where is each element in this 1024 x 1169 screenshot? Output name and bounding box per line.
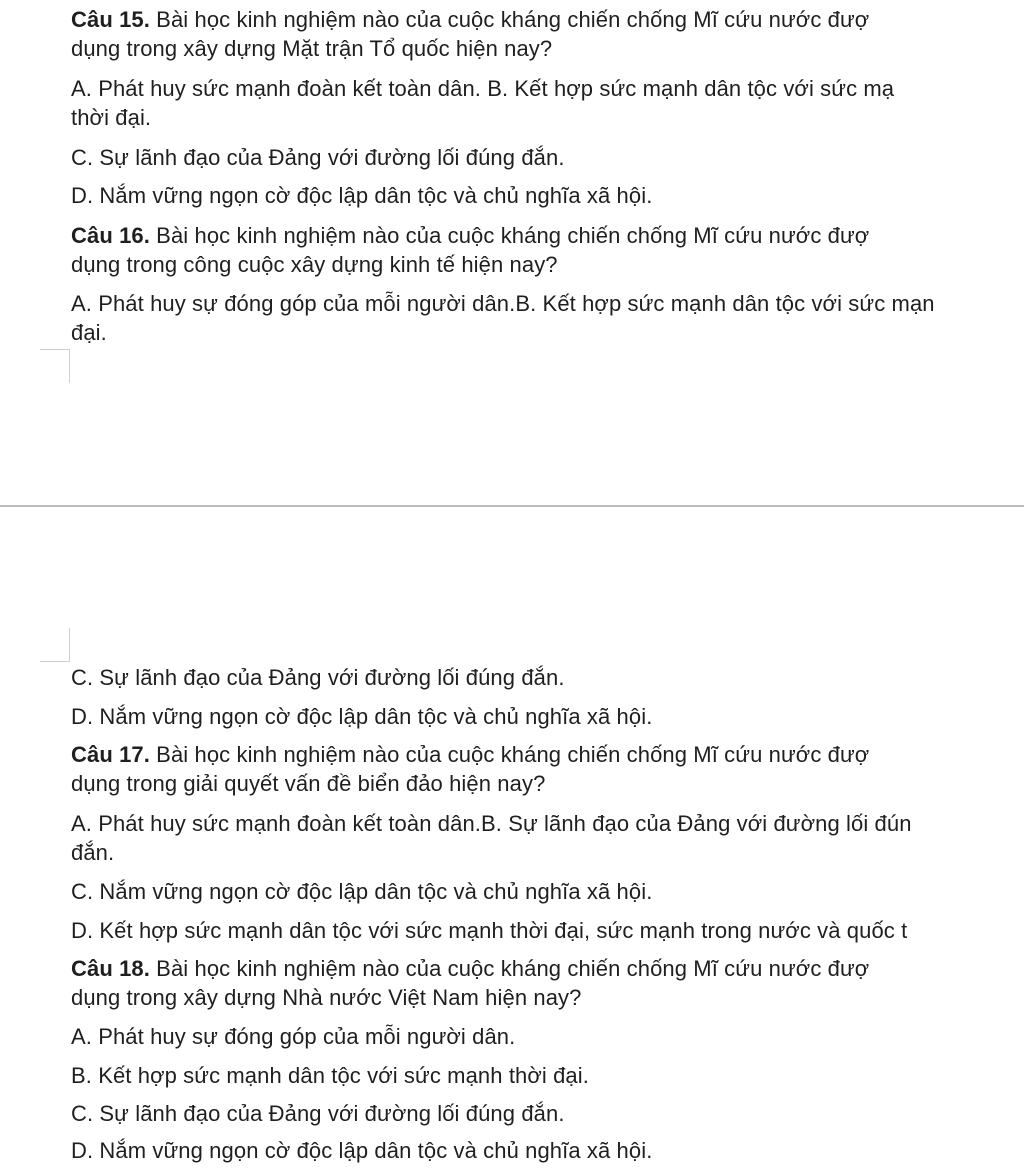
question-16-line-2: dụng trong công cuộc xây dựng kinh tế hiện nay? bbox=[71, 252, 558, 277]
question-16-label: Câu 16. bbox=[71, 223, 150, 248]
question-18-option-b: B. Kết hợp sức mạnh dân tộc với sức mạnh thời đại. bbox=[71, 1063, 589, 1088]
question-15-option-a-continued: thời đại. bbox=[71, 105, 152, 130]
page-margin-corner-mark bbox=[40, 628, 70, 662]
question-18-text: Bài học kinh nghiệm nào của cuộc kháng chiến chống Mĩ cứu nước đượ bbox=[149, 956, 870, 981]
question-16-option-d: D. Nắm vững ngọn cờ độc lập dân tộc và chủ nghĩa xã hội. bbox=[71, 704, 653, 729]
question-16-line-1 bbox=[71, 222, 869, 250]
question-15-line-1 bbox=[71, 6, 869, 34]
question-17-option-a-continued: đắn. bbox=[71, 840, 115, 865]
question-15-option-c: C. Sự lãnh đạo của Đảng với đường lối đúng đắn. bbox=[71, 145, 565, 170]
question-17-line-2: dụng trong giải quyết vấn đề biển đảo hiện nay? bbox=[71, 771, 546, 796]
question-16-text: Bài học kinh nghiệm nào của cuộc kháng chiến chống Mĩ cứu nước đượ bbox=[149, 223, 870, 248]
question-18-option-a: A. Phát huy sự đóng góp của mỗi người dân. bbox=[71, 1024, 516, 1049]
question-18-line-2: dụng trong xây dựng Nhà nước Việt Nam hiện nay? bbox=[71, 985, 582, 1010]
page-break-divider bbox=[0, 505, 1024, 507]
question-17-option-d: D. Kết hợp sức mạnh dân tộc với sức mạnh thời đại, sức mạnh trong nước và quốc t bbox=[71, 918, 908, 943]
question-18-line-1 bbox=[71, 955, 869, 983]
question-16-option-a: A. Phát huy sự đóng góp của mỗi người dân.B. Kết hợp sức mạnh dân tộc với sức mạn bbox=[71, 291, 935, 316]
question-18-option-c: C. Sự lãnh đạo của Đảng với đường lối đúng đắn. bbox=[71, 1101, 565, 1126]
question-15-option-d: D. Nắm vững ngọn cờ độc lập dân tộc và chủ nghĩa xã hội. bbox=[71, 183, 653, 208]
question-17-label: Câu 17. bbox=[71, 742, 150, 767]
question-16-option-c: C. Sự lãnh đạo của Đảng với đường lối đúng đắn. bbox=[71, 665, 565, 690]
page-margin-corner-mark bbox=[40, 349, 70, 383]
question-15-line-2: dụng trong xây dựng Mặt trận Tổ quốc hiện nay? bbox=[71, 36, 553, 61]
question-17-option-c: C. Nắm vững ngọn cờ độc lập dân tộc và chủ nghĩa xã hội. bbox=[71, 879, 653, 904]
question-17-option-a: A. Phát huy sức mạnh đoàn kết toàn dân.B. Sự lãnh đạo của Đảng với đường lối đún bbox=[71, 811, 912, 836]
question-18-label: Câu 18. bbox=[71, 956, 150, 981]
question-15-option-a: A. Phát huy sức mạnh đoàn kết toàn dân. B. Kết hợp sức mạnh dân tộc với sức mạ bbox=[71, 76, 895, 101]
question-18-option-d: D. Nắm vững ngọn cờ độc lập dân tộc và chủ nghĩa xã hội. bbox=[71, 1138, 653, 1163]
question-17-line-1 bbox=[71, 741, 869, 769]
question-17-text: Bài học kinh nghiệm nào của cuộc kháng chiến chống Mĩ cứu nước đượ bbox=[149, 742, 870, 767]
question-15-label: Câu 15. bbox=[71, 7, 150, 32]
question-15-text: Bài học kinh nghiệm nào của cuộc kháng chiến chống Mĩ cứu nước đượ bbox=[149, 7, 870, 32]
question-16-option-a-continued: đại. bbox=[71, 320, 107, 345]
